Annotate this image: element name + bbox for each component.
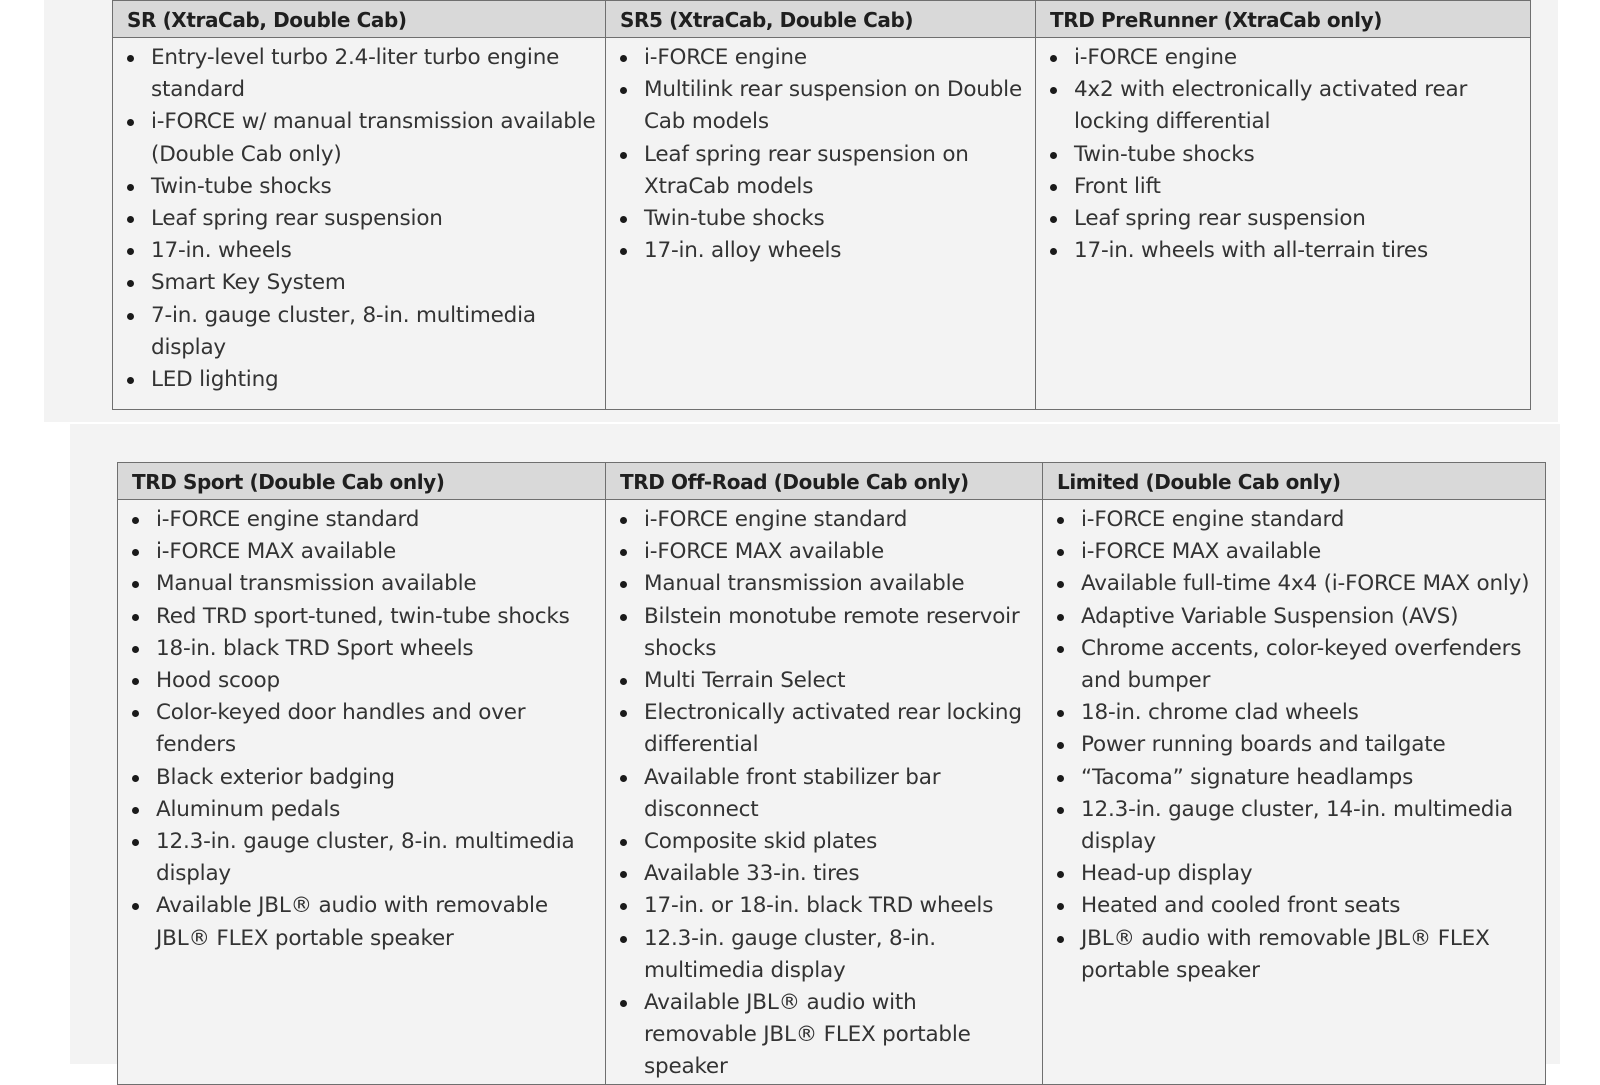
header-limited: Limited (Double Cab only) [1043, 463, 1546, 500]
list-item: Adaptive Variable Suspension (AVS) [1081, 601, 1537, 633]
cell-sr5 [606, 38, 1036, 410]
list-item: 18-in. chrome clad wheels [1081, 697, 1537, 729]
list-item: LED lighting [151, 364, 597, 396]
list-item: Smart Key System [151, 267, 597, 299]
list-item: i-FORCE w/ manual transmission available (Double Cab only) [151, 106, 597, 170]
list-item: i-FORCE engine standard [1081, 504, 1537, 536]
feature-list-limited [1053, 504, 1537, 987]
cell-trd-off-road [606, 500, 1043, 1085]
list-item: Available JBL® audio with removable JBL® FLEX portable speaker [644, 987, 1034, 1084]
list-item: Entry-level turbo 2.4-liter turbo engine standard [151, 42, 597, 106]
feature-list-trd-sport [128, 504, 597, 955]
list-item: Available front stabilizer bar disconnect [644, 762, 1034, 826]
list-item: 17-in. or 18-in. black TRD wheels [644, 890, 1034, 922]
feature-list-trd-off-road [616, 504, 1034, 1084]
list-item: Leaf spring rear suspension [1074, 203, 1522, 235]
header-sr: SR (XtraCab, Double Cab) [113, 1, 606, 38]
list-item: Bilstein monotube remote reservoir shocks [644, 601, 1034, 665]
list-item: Leaf spring rear suspension on XtraCab models [644, 139, 1027, 203]
feature-list-trd-prerunner [1046, 42, 1522, 267]
list-item: Twin-tube shocks [644, 203, 1027, 235]
list-item: i-FORCE engine [1074, 42, 1522, 74]
list-item: Color-keyed door handles and over fenders [156, 697, 597, 761]
list-item: 17-in. wheels with all-terrain tires [1074, 235, 1522, 267]
list-item: 7-in. gauge cluster, 8-in. multimedia display [151, 300, 597, 364]
list-item: i-FORCE engine standard [644, 504, 1034, 536]
list-item: Composite skid plates [644, 826, 1034, 858]
cell-limited [1043, 500, 1546, 1085]
list-item: 18-in. black TRD Sport wheels [156, 633, 597, 665]
list-item: i-FORCE MAX available [644, 536, 1034, 568]
list-item: Hood scoop [156, 665, 597, 697]
cell-trd-prerunner [1036, 38, 1531, 410]
list-item: Leaf spring rear suspension [151, 203, 597, 235]
trim-table-bottom [117, 462, 1546, 1085]
list-item: 12.3-in. gauge cluster, 14-in. multimedia display [1081, 794, 1537, 858]
list-item: Twin-tube shocks [1074, 139, 1522, 171]
cell-trd-sport [118, 500, 606, 1085]
list-item: Available full-time 4x4 (i-FORCE MAX only) [1081, 568, 1537, 600]
list-item: Multilink rear suspension on Double Cab models [644, 74, 1027, 138]
list-item: Available 33-in. tires [644, 858, 1034, 890]
list-item: Power running boards and tailgate [1081, 729, 1537, 761]
list-item: Multi Terrain Select [644, 665, 1034, 697]
list-item: Red TRD sport-tuned, twin-tube shocks [156, 601, 597, 633]
feature-list-sr [123, 42, 597, 396]
trim-table-top [112, 0, 1531, 410]
header-trd-prerunner: TRD PreRunner (XtraCab only) [1036, 1, 1531, 38]
list-item: 12.3-in. gauge cluster, 8-in. multimedia display [644, 923, 1034, 987]
list-item: Aluminum pedals [156, 794, 597, 826]
cell-sr [113, 38, 606, 410]
header-trd-off-road: TRD Off-Road (Double Cab only) [606, 463, 1043, 500]
list-item: Manual transmission available [156, 568, 597, 600]
list-item: Electronically activated rear locking differential [644, 697, 1034, 761]
list-item: Black exterior badging [156, 762, 597, 794]
list-item: “Tacoma” signature headlamps [1081, 762, 1537, 794]
list-item: i-FORCE engine [644, 42, 1027, 74]
list-item: i-FORCE engine standard [156, 504, 597, 536]
list-item: Twin-tube shocks [151, 171, 597, 203]
list-item: 17-in. alloy wheels [644, 235, 1027, 267]
list-item: 12.3-in. gauge cluster, 8-in. multimedia display [156, 826, 597, 890]
list-item: JBL® audio with removable JBL® FLEX portable speaker [1081, 923, 1537, 987]
list-item: Head-up display [1081, 858, 1537, 890]
list-item: Chrome accents, color-keyed overfenders and bumper [1081, 633, 1537, 697]
list-item: Available JBL® audio with removable JBL® FLEX portable speaker [156, 890, 597, 954]
list-item: i-FORCE MAX available [156, 536, 597, 568]
list-item: 4x2 with electronically activated rear locking differential [1074, 74, 1522, 138]
list-item: Heated and cooled front seats [1081, 890, 1537, 922]
header-sr5: SR5 (XtraCab, Double Cab) [606, 1, 1036, 38]
list-item: Manual transmission available [644, 568, 1034, 600]
feature-list-sr5 [616, 42, 1027, 267]
list-item: 17-in. wheels [151, 235, 597, 267]
list-item: i-FORCE MAX available [1081, 536, 1537, 568]
list-item: Front lift [1074, 171, 1522, 203]
header-trd-sport: TRD Sport (Double Cab only) [118, 463, 606, 500]
